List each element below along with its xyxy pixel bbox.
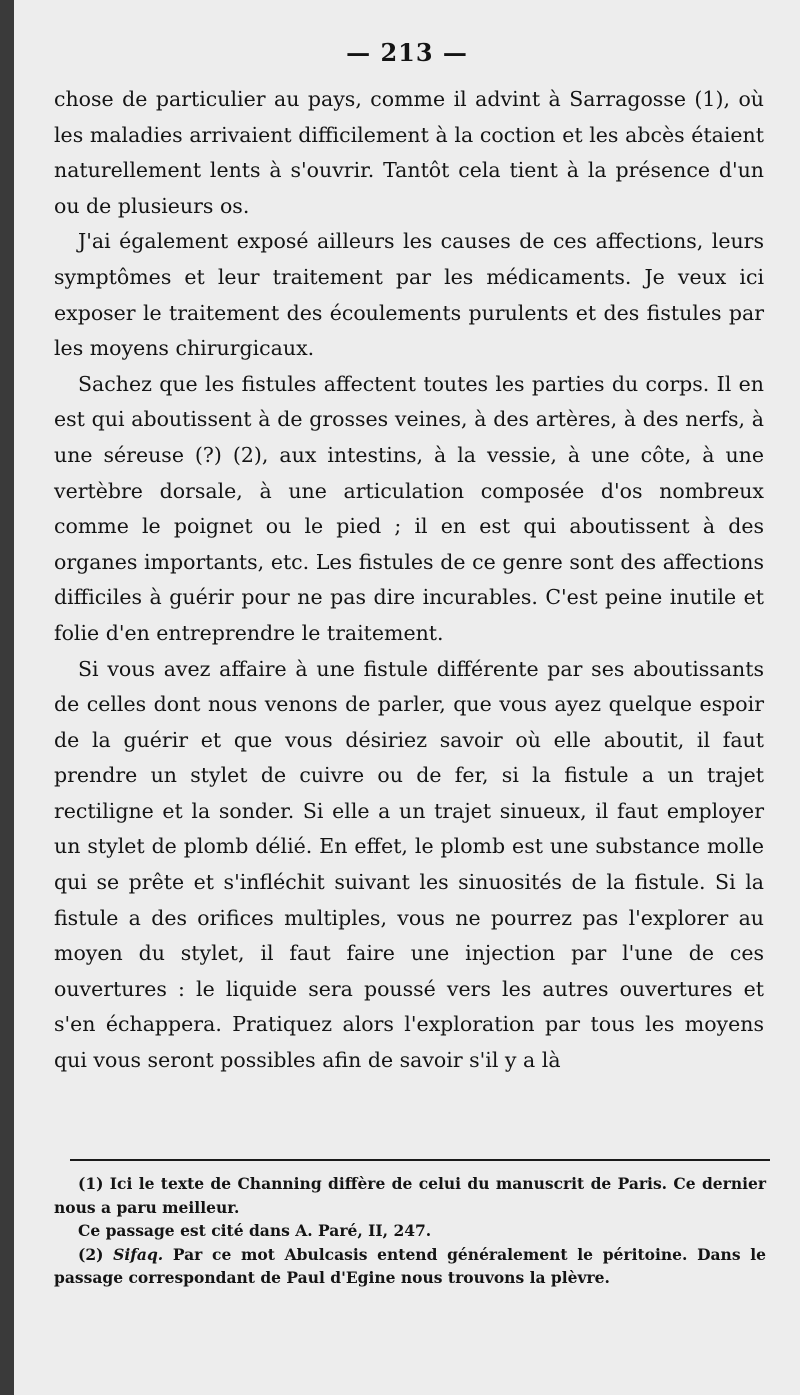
paragraph-4: Si vous avez affaire à une fistule différente par ses aboutissants de celles dont nous venons de parler, que vous ayez quelque espoir de la guérir et que vous désiriez savoir où elle aboutit, il faut prendre un stylet de cuivre ou de fer, si la fistule a un trajet rectiligne et la sonder. Si elle a un trajet sinueux, il faut employer un stylet de plomb délié. En effet, le plomb est une substance molle qui se prête et s'infléchit suivant les sinuosités de la fistule. Si la fistule a des orifices multiples, vous ne pourrez pas l'explorer au moyen du stylet, il faut faire une injection par l'une de ces ouvertures : le liquide sera poussé vers les autres ouvertures et s'en échappera. Pratiquez alors l'exploration par tous les moyens qui vous seront possibles afin de savoir s'il y a là — [54, 656, 764, 1073]
paragraph-3: Sachez que les fistules affectent toutes les parties du corps. Il en est qui aboutissent à de grosses veines, à des artères, à des nerfs, à une séreuse (?) (2), aux intestins, à la vessie, à une côte, à une vertèbre dorsale, à une articulation composée d'os nombreux comme le poignet ou le pied ; il en est qui aboutissent à des organes importants, etc. Les fistules de ce genre sont des affections difficiles à guérir pour ne pas dire incurables. C'est peine inutile et folie d'en entreprendre le traitement. — [54, 371, 764, 645]
footnote-2-label: (2) — [78, 1244, 104, 1264]
book-page — [14, 0, 800, 1395]
footnote-divider — [70, 1159, 770, 1161]
footnote-2-text: Par ce mot Abulcasis entend généralement le péritoine. Dans le passage correspondant de Paul d'Egine nous trouvons la plèvre. — [54, 1244, 766, 1287]
page-number: — 213 — — [346, 38, 468, 67]
footnote-2 — [54, 1243, 766, 1290]
main-text — [54, 82, 764, 1079]
paragraph-2: J'ai également exposé ailleurs les causes de ces affections, leurs symptômes et leur traitement par les médicaments. Je veux ici exposer le traitement des écoulements purulents et des fistules par les moyens chirurgicaux. — [54, 229, 764, 361]
footnotes — [54, 1172, 766, 1290]
footnote-2-term: Sifaq. — [113, 1244, 164, 1264]
footnote-1: (1) Ici le texte de Channing diffère de celui du manuscrit de Paris. Ce dernier nous a paru meilleur. — [54, 1174, 766, 1217]
footnote-1-reference: Ce passage est cité dans A. Paré, II, 247. — [78, 1221, 432, 1240]
paragraph-1: chose de particulier au pays, comme il advint à Sarragosse (1), où les maladies arrivaient difficilement à la coction et les abcès étaient naturellement lents à s'ouvrir. Tantôt cela tient à la présence d'un ou de plusieurs os. — [54, 87, 764, 218]
